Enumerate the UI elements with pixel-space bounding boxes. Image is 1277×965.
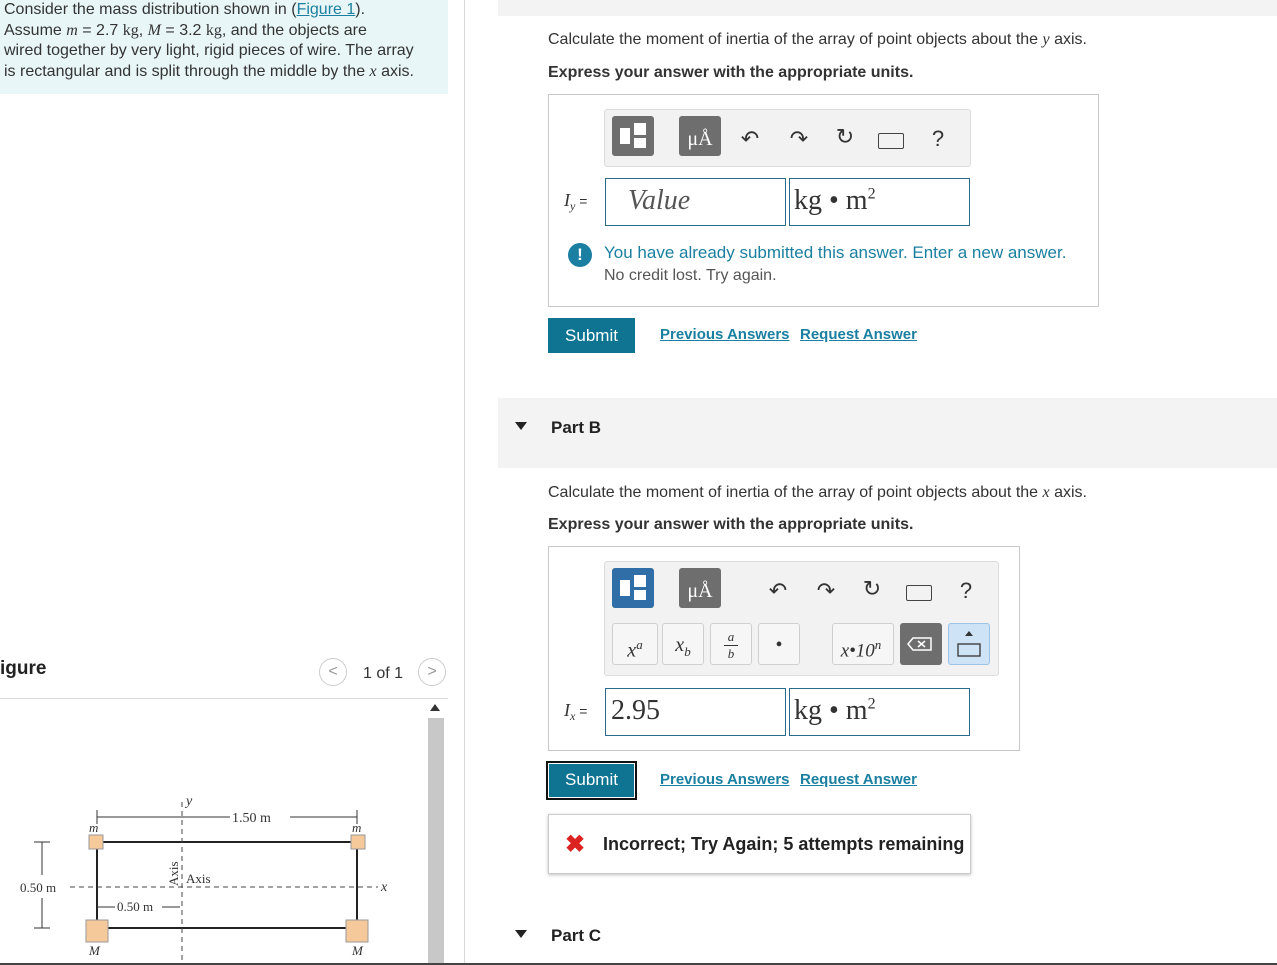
- mass-bottom-right: [346, 920, 368, 942]
- figure-heading: igure: [0, 658, 47, 679]
- warning-icon: !: [568, 243, 592, 267]
- part-b-question: Calculate the moment of inertia of the array of point objects about the x axis.: [548, 484, 1087, 501]
- part-c-collapse-arrow-icon[interactable]: [515, 930, 527, 938]
- part-a-units-input[interactable]: kg • $m^2$: [789, 178, 970, 226]
- keyboard-icon[interactable]: [878, 133, 904, 149]
- key-power[interactable]: $x^a$: [612, 623, 658, 665]
- part-a-instructions: Express your answer with the appropriate units.: [548, 64, 914, 81]
- figure-prev-button[interactable]: <: [319, 658, 347, 686]
- part-c-title: Part C: [551, 926, 602, 945]
- part-a-previous-answers-link[interactable]: Previous Answers: [660, 326, 790, 343]
- m-top-right-label: m: [352, 820, 362, 835]
- side-dimension-label: 0.50 m: [20, 880, 57, 895]
- redo-icon[interactable]: ↷: [789, 126, 809, 151]
- part-c-header[interactable]: [498, 906, 1277, 963]
- key-keyboard-toggle[interactable]: [948, 623, 990, 665]
- part-a-submit-button[interactable]: Submit: [548, 318, 635, 353]
- y-axis-label: y: [186, 794, 193, 809]
- m-top-left-label: m: [89, 820, 99, 835]
- part-b-submit-button[interactable]: Submit: [548, 763, 635, 798]
- M-bottom-left-label: M: [89, 943, 100, 958]
- figure-link[interactable]: Figure 1: [296, 1, 356, 18]
- key-scientific[interactable]: x•10$^n$: [832, 623, 894, 665]
- undo-icon[interactable]: ↶: [768, 578, 788, 603]
- part-b-templates-button[interactable]: [612, 568, 654, 608]
- problem-intro: [0, 0, 448, 94]
- redo-icon[interactable]: ↷: [816, 578, 836, 603]
- intro-line-2: Assume m = 2.7 kg, M = 3.2 kg, and the objects are: [4, 21, 367, 39]
- part-b-feedback-text: Incorrect; Try Again; 5 attempts remaining: [603, 834, 965, 854]
- templates-icon: [612, 568, 654, 608]
- axis-vertical-label: Axis: [166, 861, 181, 886]
- part-b-previous-answers-link[interactable]: Previous Answers: [660, 771, 790, 788]
- part-b-units-input[interactable]: kg • $m^2$: [789, 688, 970, 736]
- mass-top-right: [351, 835, 365, 849]
- intro-line-4: is rectangular and is split through the middle by the x axis.: [4, 62, 414, 80]
- part-a-value-input[interactable]: Value: [605, 178, 786, 226]
- key-subscript[interactable]: $x_b$: [662, 623, 704, 665]
- key-backspace[interactable]: [900, 623, 942, 665]
- part-a-header-band: [498, 0, 1277, 16]
- part-b-instructions: Express your answer with the appropriate units.: [548, 516, 914, 533]
- key-fraction[interactable]: a b: [710, 623, 752, 665]
- part-b-header[interactable]: [498, 398, 1277, 468]
- part-b-variable-label: $I_x$ =: [564, 700, 588, 724]
- mass-top-left: [89, 835, 103, 849]
- keyboard-toggle-icon: [949, 624, 989, 664]
- reset-icon[interactable]: ↻: [862, 576, 882, 601]
- part-b-value-input[interactable]: 2.95: [605, 688, 786, 736]
- figure-divider: [0, 698, 448, 699]
- M-bottom-right-label: M: [352, 943, 363, 958]
- undo-icon[interactable]: ↶: [740, 126, 760, 151]
- part-b-collapse-arrow-icon[interactable]: [515, 422, 527, 430]
- part-a-units-button[interactable]: μÅ: [679, 116, 721, 156]
- part-a-help-button[interactable]: ?: [931, 126, 945, 151]
- part-a-variable-label: $I_y$ =: [564, 190, 588, 214]
- figure-scrollbar[interactable]: [428, 718, 444, 965]
- backspace-icon: [900, 623, 942, 665]
- part-a-templates-button[interactable]: [612, 116, 654, 156]
- reset-icon[interactable]: ↻: [835, 124, 855, 149]
- mass-distribution-figure: [0, 780, 420, 963]
- part-a-warning-sub: No credit lost. Try again.: [604, 267, 777, 284]
- axis-horizontal-label: Axis: [186, 871, 211, 886]
- inner-dimension-label: 0.50 m: [117, 899, 154, 914]
- part-b-help-button[interactable]: ?: [959, 578, 973, 603]
- intro-line-1: Consider the mass distribution shown in (Figure 1).: [4, 1, 366, 18]
- keyboard-icon[interactable]: [906, 585, 932, 601]
- part-a-request-answer-link[interactable]: Request Answer: [800, 326, 917, 343]
- panel-divider: [464, 0, 465, 965]
- mass-bottom-left: [86, 920, 108, 942]
- figure-pager: 1 of 1: [363, 665, 404, 682]
- part-a-question: Calculate the moment of inertia of the array of point objects about the y axis.: [548, 31, 1087, 48]
- scroll-up-arrow-icon[interactable]: [430, 704, 440, 711]
- x-axis-label: x: [381, 880, 388, 895]
- incorrect-x-icon: ✖: [565, 831, 586, 858]
- part-b-title: Part B: [551, 418, 602, 437]
- part-a-warning: You have already submitted this answer. Enter a new answer.: [604, 243, 1067, 262]
- part-b-units-button[interactable]: μÅ: [679, 568, 721, 608]
- figure-next-button[interactable]: >: [418, 658, 446, 686]
- intro-line-3: wired together by very light, rigid pieces of wire. The array: [4, 42, 414, 59]
- key-dot[interactable]: •: [758, 623, 800, 665]
- part-b-request-answer-link[interactable]: Request Answer: [800, 771, 917, 788]
- top-dimension-label: 1.50 m: [232, 811, 271, 826]
- templates-icon: [612, 116, 654, 156]
